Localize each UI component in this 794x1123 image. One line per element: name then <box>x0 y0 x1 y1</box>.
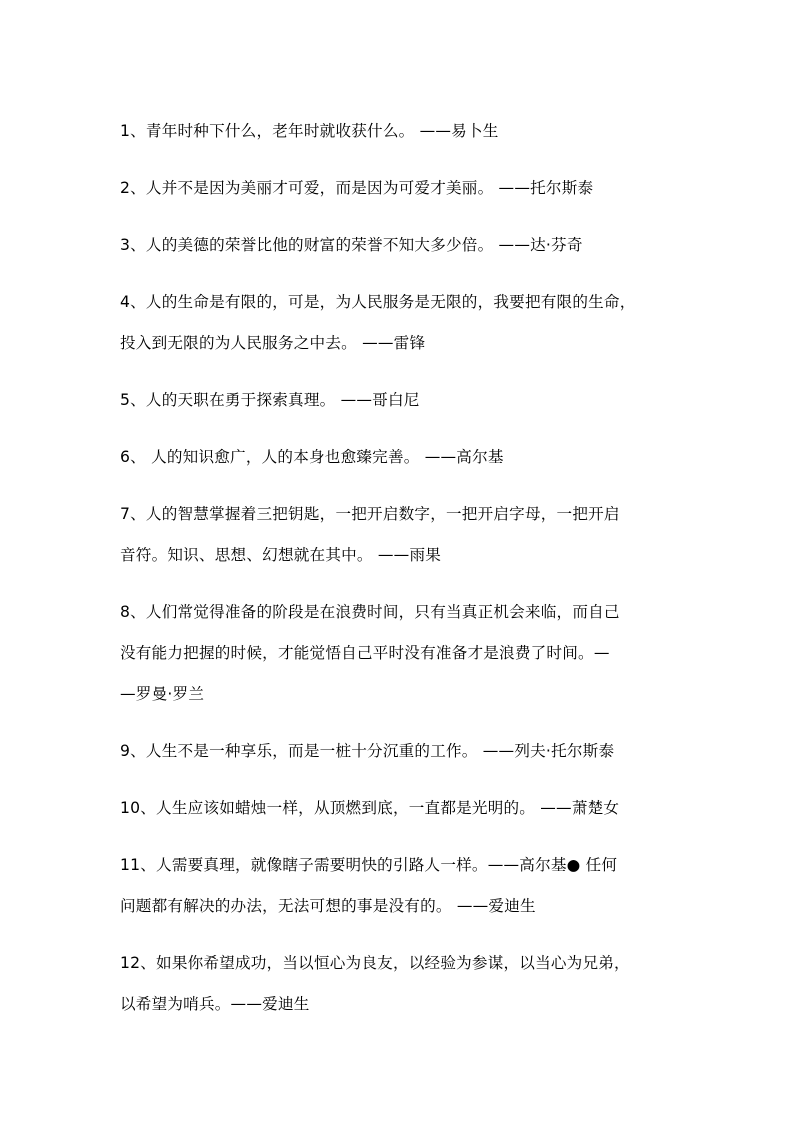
quote-line: 7、人的智慧掌握着三把钥匙，一把开启数字，一把开启字母，一把开启 <box>120 505 620 523</box>
quote-line: 2、人并不是因为美丽才可爱，而是因为可爱才美丽。 ——托尔斯泰 <box>120 179 594 197</box>
quote-line: 11、人需要真理，就像瞎子需要明快的引路人一样。——高尔基● 任何 <box>120 856 618 874</box>
quote-line: 5、人的天职在勇于探索真理。 ——哥白尼 <box>120 391 420 409</box>
quote-line: 投入到无限的为人民服务之中去。 ——雷锋 <box>120 334 426 352</box>
quote-line: 4、人的生命是有限的，可是，为人民服务是无限的，我要把有限的生命， <box>120 293 636 311</box>
quote-line: 1、青年时种下什么，老年时就收获什么。 ——易卜生 <box>120 122 499 140</box>
quote-line: 9、人生不是一种享乐，而是一桩十分沉重的工作。 ——列夫·托尔斯泰 <box>120 742 615 760</box>
quote-line: 问题都有解决的办法，无法可想的事是没有的。 ——爱迪生 <box>120 897 536 915</box>
quote-line: 10、人生应该如蜡烛一样，从顶燃到底，一直都是光明的。 ——萧楚女 <box>120 799 620 817</box>
quote-line: 3、人的美德的荣誉比他的财富的荣誉不知大多少倍。 ——达·芬奇 <box>120 236 583 254</box>
quote-line: 音符。知识、思想、幻想就在其中。 ——雨果 <box>120 546 442 564</box>
quote-line: 以希望为哨兵。——爱迪生 <box>120 995 310 1013</box>
quote-line: 没有能力把握的时候，才能觉悟自己平时没有准备才是浪费了时间。— <box>120 644 610 662</box>
quote-line: 8、人们常觉得准备的阶段是在浪费时间，只有当真正机会来临，而自己 <box>120 603 620 621</box>
quote-line: —罗曼·罗兰 <box>120 685 205 703</box>
quote-line: 6、 人的知识愈广，人的本身也愈臻完善。 ——高尔基 <box>120 448 504 466</box>
quote-line: 12、如果你希望成功，当以恒心为良友，以经验为参谋，以当心为兄弟， <box>120 954 630 972</box>
